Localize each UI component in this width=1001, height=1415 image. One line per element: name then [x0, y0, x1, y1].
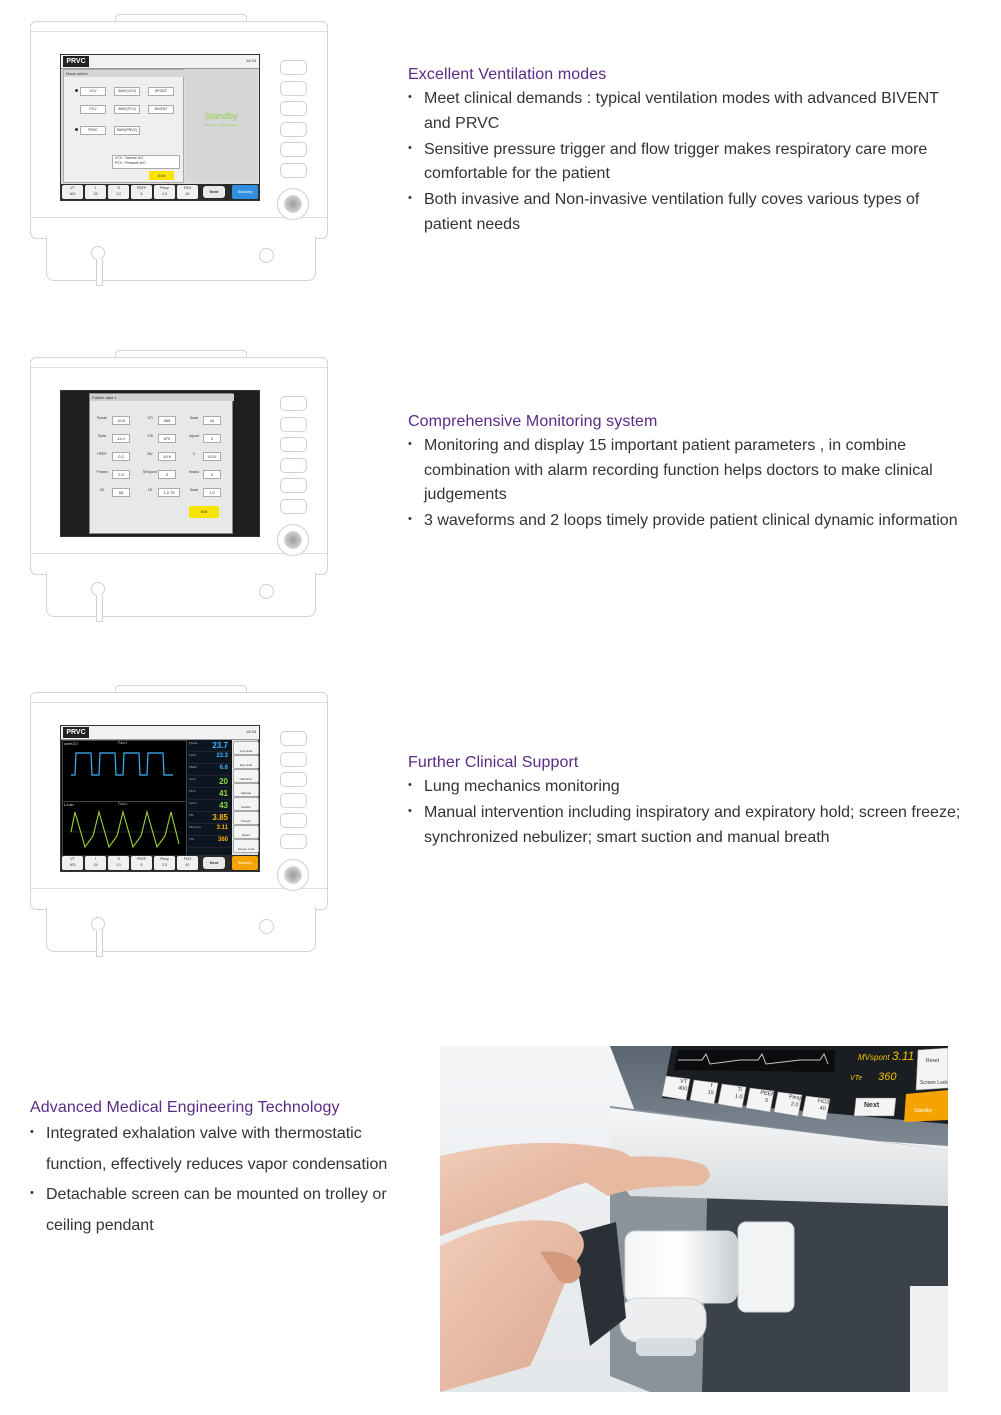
photo-standby-key: Standby — [914, 1108, 933, 1114]
dialog-title: Mode select — [64, 70, 185, 77]
param-value: 0 — [203, 434, 221, 443]
param-value: 11.0 — [112, 434, 130, 443]
lock-icon — [91, 582, 105, 596]
param-value: 55 — [112, 488, 130, 497]
param-value: 0 — [203, 470, 221, 479]
param-value: 0.2 — [112, 452, 130, 461]
standby-button: Standby — [232, 185, 258, 199]
control-knob — [277, 188, 309, 220]
pressure-trace — [71, 753, 173, 775]
mode-option: BIVENT — [148, 105, 174, 114]
device-base — [46, 907, 316, 952]
indicator-light — [259, 584, 274, 599]
mode-select-dialog — [63, 69, 184, 183]
photo-param: f 15 — [707, 1082, 715, 1097]
photo-param: FiO2 40 — [817, 1098, 830, 1113]
bullet-item: • Lung mechanics monitoring — [408, 775, 968, 800]
standby-button: Standby — [232, 856, 258, 870]
monitor-values: Ppeak 23.7 Pplat 23.3 PEEP 6.6 ftotal 20 FiO2 41 SpO2 43 MV 3.85 MVspont 3.11 VTe 360 — [187, 740, 231, 855]
function-keys: Insp Hold Exp Hold Nebulizer Manual Suction Freeze Reset Screen Lock — [232, 740, 258, 855]
photo-readout: MVspont 3.11 — [858, 1049, 915, 1063]
mode-option: PCV — [80, 105, 106, 114]
standby-panel — [185, 69, 257, 181]
monitor-value: 43 — [219, 801, 228, 810]
next-button: Next — [203, 857, 225, 869]
section-clinical-support — [408, 754, 968, 850]
monitor-value: 6.6 — [219, 765, 228, 771]
ventilator-illustration-3 — [30, 685, 330, 965]
bullet-list — [408, 434, 968, 534]
param-value: 0 — [158, 470, 176, 479]
mode-option: VCV — [80, 87, 106, 96]
flow-waveform: L/min Flow-t — [62, 801, 187, 858]
mode-option: SIMV(VCV) — [114, 87, 140, 96]
parameter-bar: VT 400 f 15 Ti 1.0 PEEP 5 Pinsp 2.0 FiO2 40 Next Standby — [61, 184, 259, 200]
mode-option: SIMV(PRVC) — [114, 126, 140, 135]
parameter-bar: VT 400 f 15 Ti 1.0 PEEP 5 Pinsp 2.0 FiO2 40 Next Standby — [61, 855, 259, 871]
indicator-light — [259, 248, 274, 263]
param-value: 1.0 — [203, 488, 221, 497]
section-title: Advanced Medical Engineering Technology — [30, 1099, 340, 1116]
param-value: 53.5 — [203, 452, 221, 461]
monitor-value: 23.3 — [216, 753, 228, 759]
bullet-item: • Detachable screen can be mounted on trolley or ceiling pendant — [30, 1180, 415, 1241]
section-title: Comprehensive Monitoring system — [408, 413, 658, 430]
bullet-item: • Meet clinical demands : typical ventilation modes with advanced BIVENT and PRVC — [408, 87, 968, 136]
param-value: 10.8 — [112, 416, 130, 425]
mode-option: SPONT — [148, 87, 174, 96]
indicator-light — [259, 919, 274, 934]
mode-indicator: PRVC — [63, 727, 89, 738]
monitor-value: 3.11 — [216, 825, 228, 831]
exit-button: Exit — [149, 171, 174, 180]
monitor-value: 360 — [217, 837, 228, 843]
mode-option: SIMV(PCV) — [114, 105, 140, 114]
photo-vte: VTe 360 — [850, 1071, 897, 1083]
param-value: 1:2.75 — [158, 488, 180, 497]
section-title: Further Clinical Support — [408, 754, 579, 771]
control-knob — [277, 859, 309, 891]
photo-screen-lock-key: Screen Lock — [920, 1080, 948, 1086]
ventilator-illustration-1 — [30, 14, 330, 294]
device-base — [46, 236, 316, 281]
bullet-item: • Both invasive and Non-invasive ventilation fully coves various types of patient needs — [408, 188, 968, 237]
bullet-item: • Manual intervention including inspiratory and expiratory hold; screen freeze; synchronized nebulizer; smart suction and manual breath — [408, 801, 968, 850]
section-title: Excellent Ventilation modes — [408, 66, 607, 83]
ventilator-illustration-2 — [30, 350, 330, 630]
section-ventilation-modes — [408, 66, 968, 237]
photo-param: Pinsp 2.0 — [788, 1094, 803, 1109]
bullet-item: • Integrated exhalation valve with thermostatic function, effectively reduces vapor condensation — [30, 1119, 415, 1180]
photo-param: Ti 1.0 — [734, 1086, 743, 1101]
monitor-value: 3.85 — [212, 813, 228, 822]
device-base — [46, 572, 316, 617]
product-photo — [440, 1046, 948, 1392]
param-value: 670 — [158, 434, 176, 443]
waveform-screen — [60, 725, 260, 872]
photo-param: VT 400 — [677, 1078, 688, 1093]
mode-select-screen — [60, 54, 260, 201]
standby-label: Standby — [204, 111, 238, 121]
screen-top-bar — [61, 55, 259, 69]
param-value: 2.9 — [112, 470, 130, 479]
control-knob — [277, 524, 309, 556]
section-monitoring-system — [408, 413, 968, 534]
param-value: 16 — [203, 416, 221, 425]
param-value: 10.9 — [158, 452, 176, 461]
param-value: 568 — [158, 416, 176, 425]
standby-sublabel: Standby — not ventilated — [204, 123, 238, 127]
bullet-item: • Monitoring and display 15 important patient parameters , in combine combination with alarm recording function helps doctors to make clinical judgements — [408, 434, 968, 508]
side-keys — [280, 396, 306, 519]
next-button: Next — [203, 186, 225, 198]
mode-indicator: PRVC — [63, 56, 89, 67]
mode-option: PRVC — [80, 126, 106, 135]
section-engineering-technology — [30, 1099, 415, 1241]
monitor-value: 23.7 — [212, 741, 228, 750]
photo-param: PEEP 5 — [759, 1090, 776, 1105]
clock: 16:33 — [245, 58, 256, 63]
bullet-item: • 3 waveforms and 2 loops timely provide patient clinical dynamic information — [408, 509, 968, 534]
flow-trace — [71, 812, 179, 847]
lock-icon — [91, 917, 105, 931]
side-keys — [280, 60, 306, 183]
panel-title: Patient data 1 — [90, 394, 234, 401]
pressure-waveform: cmH2O Paw-t — [62, 740, 187, 802]
bullet-list — [30, 1119, 415, 1241]
lock-icon — [91, 246, 105, 260]
clock: 16:33 — [245, 729, 256, 734]
patient-data-panel: Patient data 1 Ppeak 10.8 VTi 568 ftotal 16 Pplat 11.0 VTe 670 fspont 0 PEEP 0.2 MV 10.9 C 53.5 Pmean 2.9 MVspont 0 fmand 0 O2 55 I:E 1:2.75 ftotal 1.0 Exit — [89, 393, 233, 534]
bullet-item: • Sensitive pressure trigger and flow trigger makes respiratory care more comfortable for the patient — [408, 138, 968, 187]
screen-top-bar — [61, 726, 259, 740]
mode-info: VCV : Volume A/C PCV : Pressure A/C — [112, 155, 180, 169]
monitor-value: 41 — [219, 789, 228, 798]
exit-button: Exit — [189, 506, 219, 518]
monitor-value: 20 — [219, 777, 228, 786]
photo-next-key: Next — [864, 1102, 880, 1109]
bullet-list — [408, 775, 968, 850]
bullet-list — [408, 87, 968, 237]
patient-data-screen — [60, 390, 260, 537]
photo-reset-key: Reset — [926, 1058, 940, 1064]
side-keys — [280, 731, 306, 854]
